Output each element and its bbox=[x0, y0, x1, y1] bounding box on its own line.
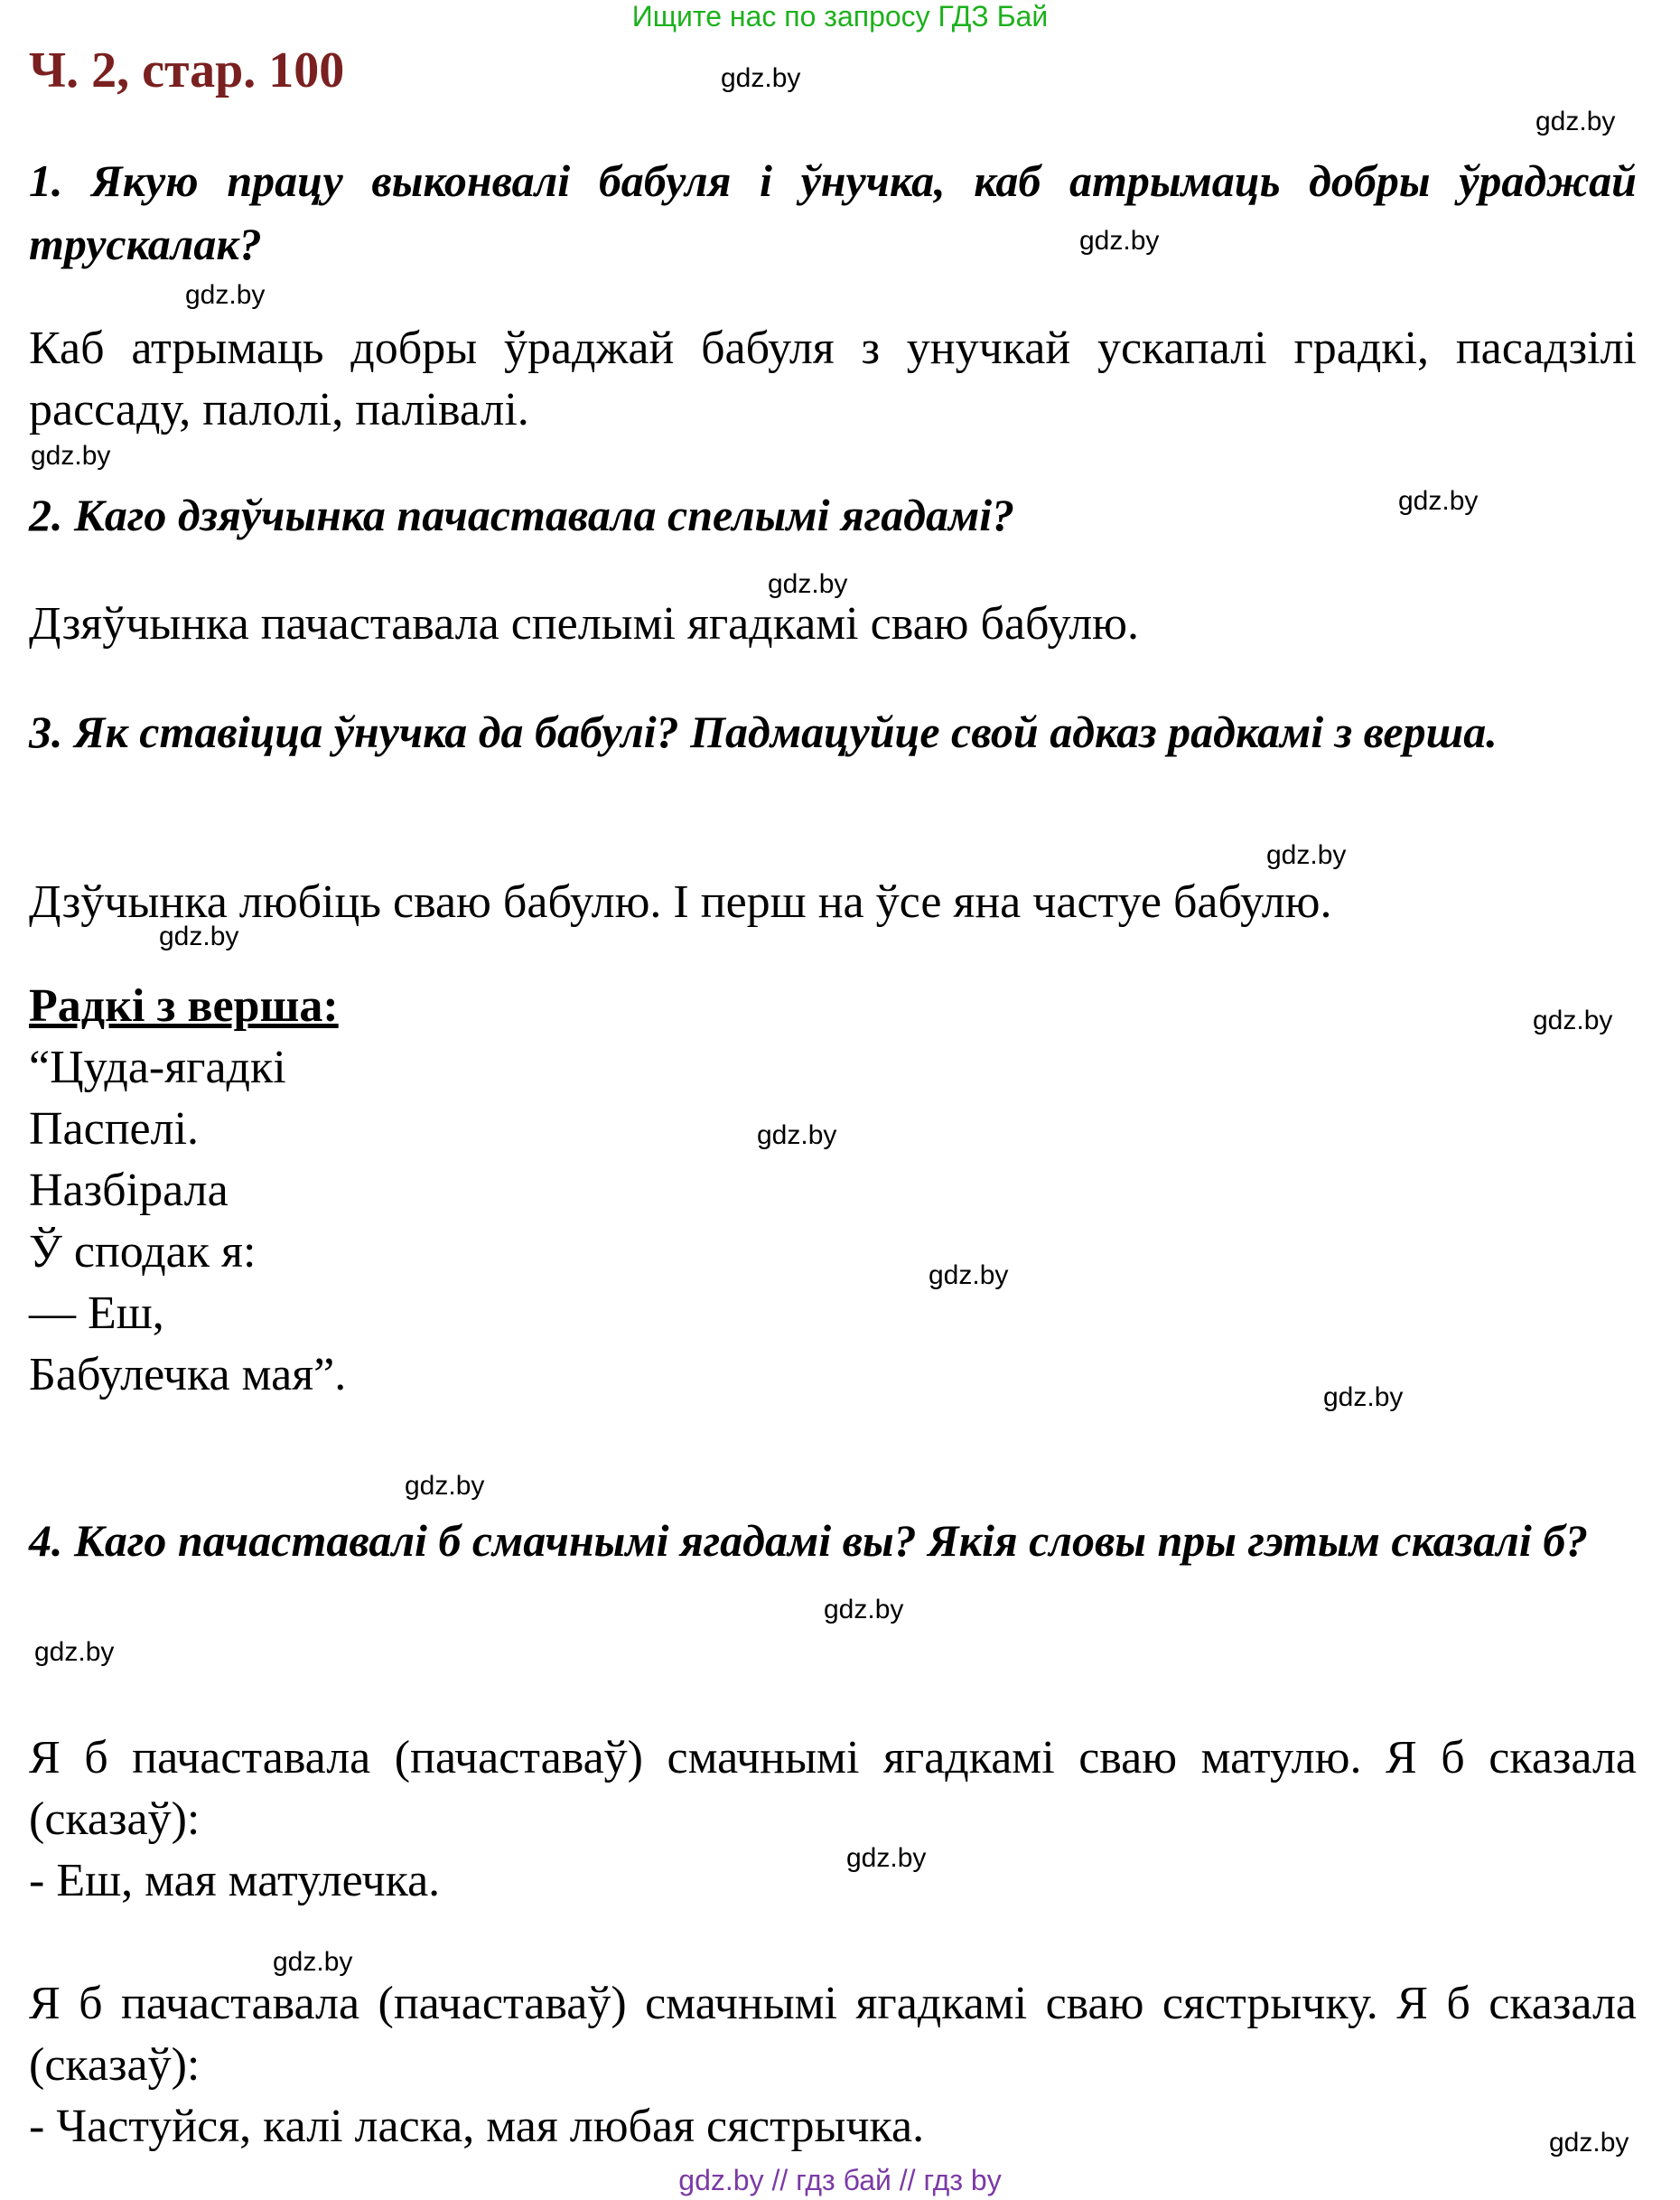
poem-line: — Еш, bbox=[29, 1287, 164, 1339]
watermark: gdz.by bbox=[1323, 1382, 1404, 1412]
watermark: gdz.by bbox=[846, 1843, 927, 1873]
watermark: gdz.by bbox=[721, 63, 801, 93]
watermark: gdz.by bbox=[929, 1260, 1009, 1290]
watermark: gdz.by bbox=[1549, 2128, 1629, 2158]
answer-4-first-reply: - Еш, мая матулечка. bbox=[29, 1855, 441, 1906]
watermark: gdz.by bbox=[31, 441, 111, 471]
answer-3: Дзўчынка любіць сваю бабулю. І перш на ўсе яна частуе бабулю. bbox=[29, 876, 1332, 928]
watermark: gdz.by bbox=[273, 1947, 353, 1977]
poem-heading: Радкі з верша: bbox=[29, 980, 339, 1032]
watermark: gdz.by bbox=[1266, 840, 1347, 870]
watermark: gdz.by bbox=[185, 280, 266, 310]
poem-line: Назбірала bbox=[29, 1165, 229, 1216]
answer-1: Каб атрымаць добры ўраджай бабуля з унучкай ускапалі градкі, пасадзілі рассаду, палолі, палівалі. bbox=[29, 323, 1637, 435]
answer-4-second: Я б пачаставала (пачаставаў) смачнымі ягадкамі сваю сястрычку. Я б сказала (сказаў): bbox=[29, 1978, 1637, 2091]
answer-4-second-reply: - Частуйся, калі ласка, мая любая сястрычка. bbox=[29, 2101, 925, 2152]
watermark: gdz.by bbox=[405, 1471, 485, 1501]
watermark: gdz.by bbox=[768, 569, 848, 599]
watermark: gdz.by bbox=[757, 1120, 837, 1150]
watermark: gdz.by bbox=[1535, 107, 1616, 136]
question-4: 4. Каго пачаставалі б смачнымі ягадамі вы? Якія словы пры гэтым сказалі б? bbox=[29, 1515, 1589, 1566]
watermark: gdz.by bbox=[34, 1637, 115, 1667]
watermark: gdz.by bbox=[1533, 1006, 1613, 1035]
poem-line: Бабулечка мая”. bbox=[29, 1349, 347, 1400]
watermark: gdz.by bbox=[824, 1595, 904, 1624]
question-3: 3. Як ставіцца ўнучка да бабулі? Падмацуйце свой адказ радкамі з верша. bbox=[29, 707, 1498, 757]
answer-4-first: Я б пачаставала (пачаставаў) смачнымі ягадкамі сваю матулю. Я б сказала (сказаў): bbox=[29, 1732, 1637, 1845]
poem-line: “Цуда-ягадкі bbox=[29, 1042, 286, 1093]
top-banner: Ищите нас по запросу ГДЗ Бай bbox=[631, 0, 1049, 33]
question-1: 1. Якую працу выконвалі бабуля і ўнучка, каб атрымаць добры ўраджай трускалак? bbox=[29, 155, 1637, 269]
watermark: gdz.by bbox=[1079, 226, 1160, 256]
poem-line: Паспелі. bbox=[29, 1103, 200, 1155]
footer: gdz.by // гдз бай // гдз by bbox=[678, 2164, 1002, 2196]
watermark: gdz.by bbox=[1398, 486, 1479, 516]
watermark: gdz.by bbox=[159, 922, 239, 951]
poem-line: Ў сподак я: bbox=[29, 1226, 257, 1278]
page-title: Ч. 2, стар. 100 bbox=[29, 42, 345, 98]
answer-2: Дзяўчынка пачаставала спелымі ягадкамі сваю бабулю. bbox=[29, 598, 1140, 650]
question-2: 2. Каго дзяўчынка пачаставала спелымі ягадамі? bbox=[29, 490, 1015, 540]
